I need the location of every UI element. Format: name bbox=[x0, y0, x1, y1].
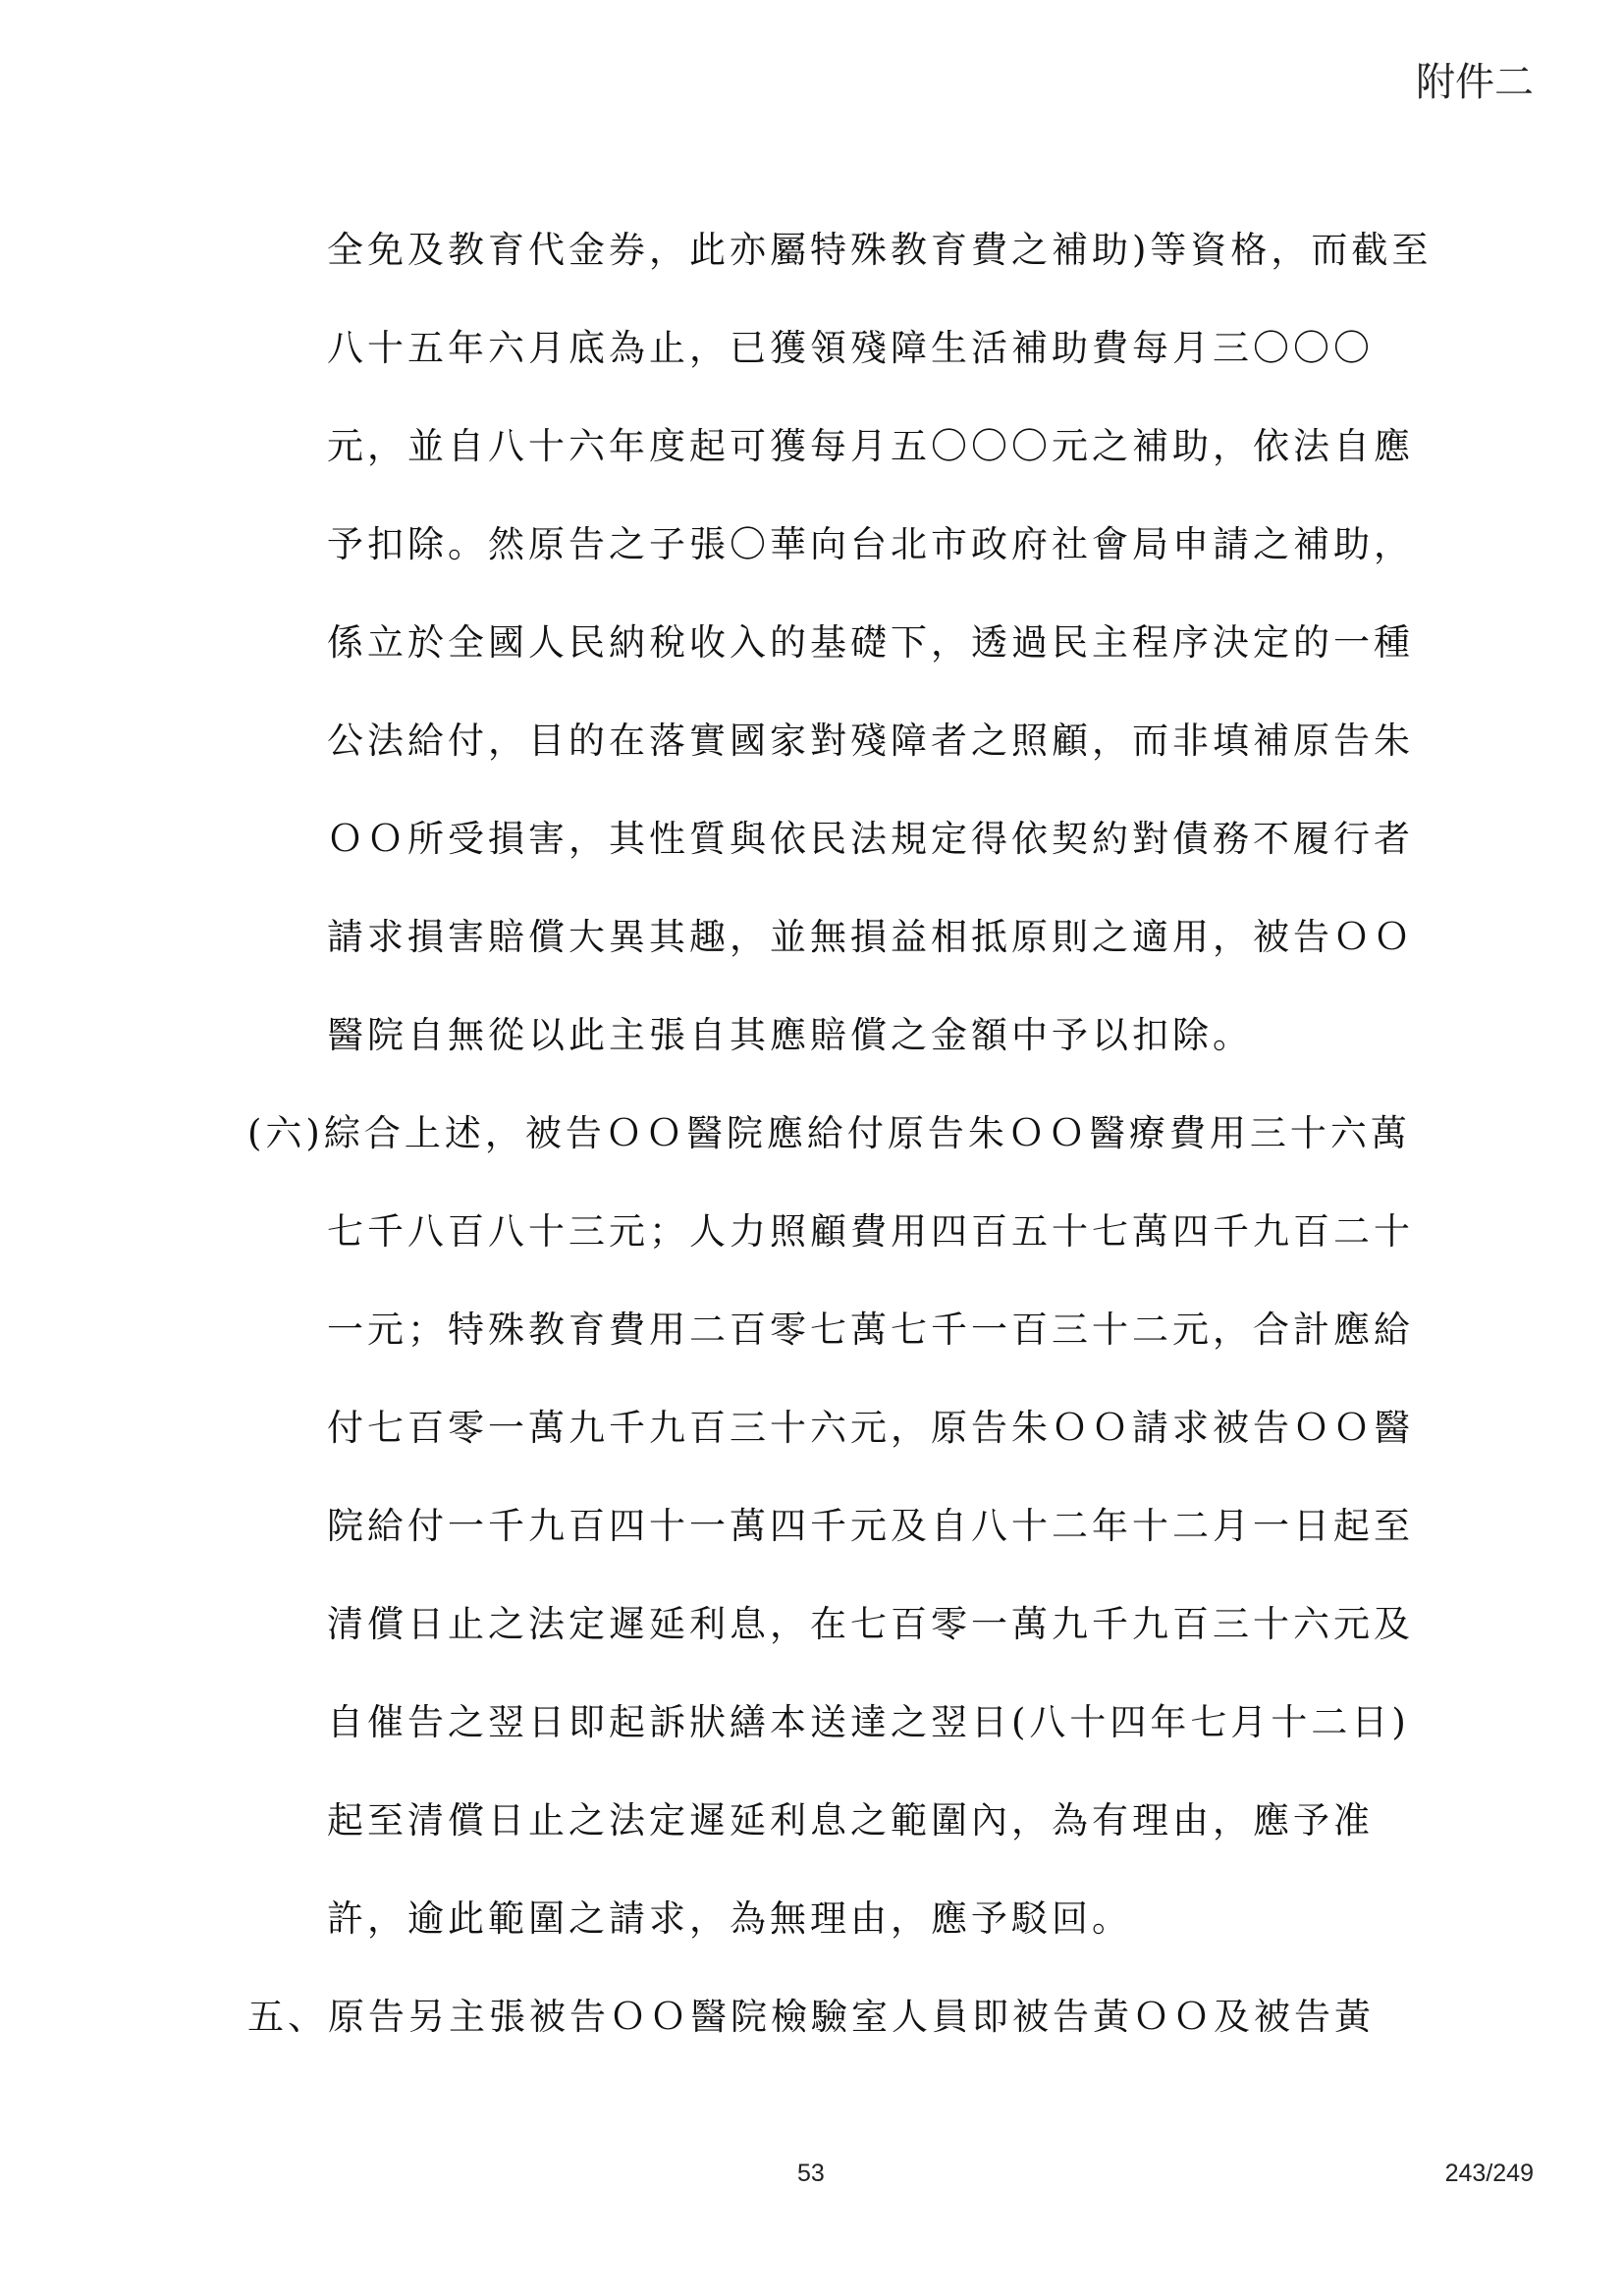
text-line: 元，並自八十六年度起可獲每月五〇〇〇元之補助，依法自應 bbox=[327, 425, 1414, 467]
text-line: 請求損害賠償大異其趣，並無損益相抵原則之適用，被告ＯＯ bbox=[327, 916, 1414, 958]
text-line: 公法給付，目的在落實國家對殘障者之照顧，而非填補原告朱 bbox=[327, 720, 1414, 762]
text-line: 付七百零一萬九千九百三十六元，原告朱ＯＯ請求被告ＯＯ醫 bbox=[327, 1407, 1414, 1449]
text-line: 院給付一千九百四十一萬四千元及自八十二年十二月一日起至 bbox=[327, 1505, 1414, 1547]
text-line: ＯＯ所受損害，其性質與依民法規定得依契約對債務不履行者 bbox=[327, 818, 1414, 860]
text-line: 五、原告另主張被告ＯＯ醫院檢驗室人員即被告黃ＯＯ及被告黃 bbox=[247, 1996, 1375, 2038]
text-line: 自催告之翌日即起訴狀繕本送達之翌日(八十四年七月十二日) bbox=[327, 1701, 1410, 1743]
attachment-label: 附件二 bbox=[1416, 60, 1534, 105]
text-line: 全免及教育代金券，此亦屬特殊教育費之補助)等資格，而截至 bbox=[327, 229, 1433, 271]
text-line: 許，逾此範圍之請求，為無理由，應予駁回。 bbox=[327, 1897, 1132, 1940]
text-line: 七千八百八十三元；人力照顧費用四百五十七萬四千九百二十 bbox=[327, 1210, 1414, 1253]
text-line: 清償日止之法定遲延利息，在七百零一萬九千九百三十六元及 bbox=[327, 1603, 1414, 1645]
page-number: 53 bbox=[797, 2160, 825, 2187]
text-line: 醫院自無從以此主張自其應賠償之金額中予以扣除。 bbox=[327, 1014, 1253, 1056]
page-count: 243/249 bbox=[1444, 2160, 1534, 2187]
text-line: 起至清償日止之法定遲延利息之範圍內，為有理由，應予准 bbox=[327, 1799, 1374, 1842]
text-line: (六)綜合上述，被告ＯＯ醫院應給付原告朱ＯＯ醫療費用三十六萬 bbox=[247, 1112, 1411, 1154]
text-line: 係立於全國人民納稅收入的基礎下，透過民主程序決定的一種 bbox=[327, 621, 1414, 664]
text-line: 予扣除。然原告之子張〇華向台北市政府社會局申請之補助， bbox=[327, 523, 1414, 565]
text-line: 一元；特殊教育費用二百零七萬七千一百三十二元，合計應給 bbox=[327, 1308, 1414, 1351]
text-line: 八十五年六月底為止，已獲領殘障生活補助費每月三〇〇〇 bbox=[327, 327, 1374, 369]
